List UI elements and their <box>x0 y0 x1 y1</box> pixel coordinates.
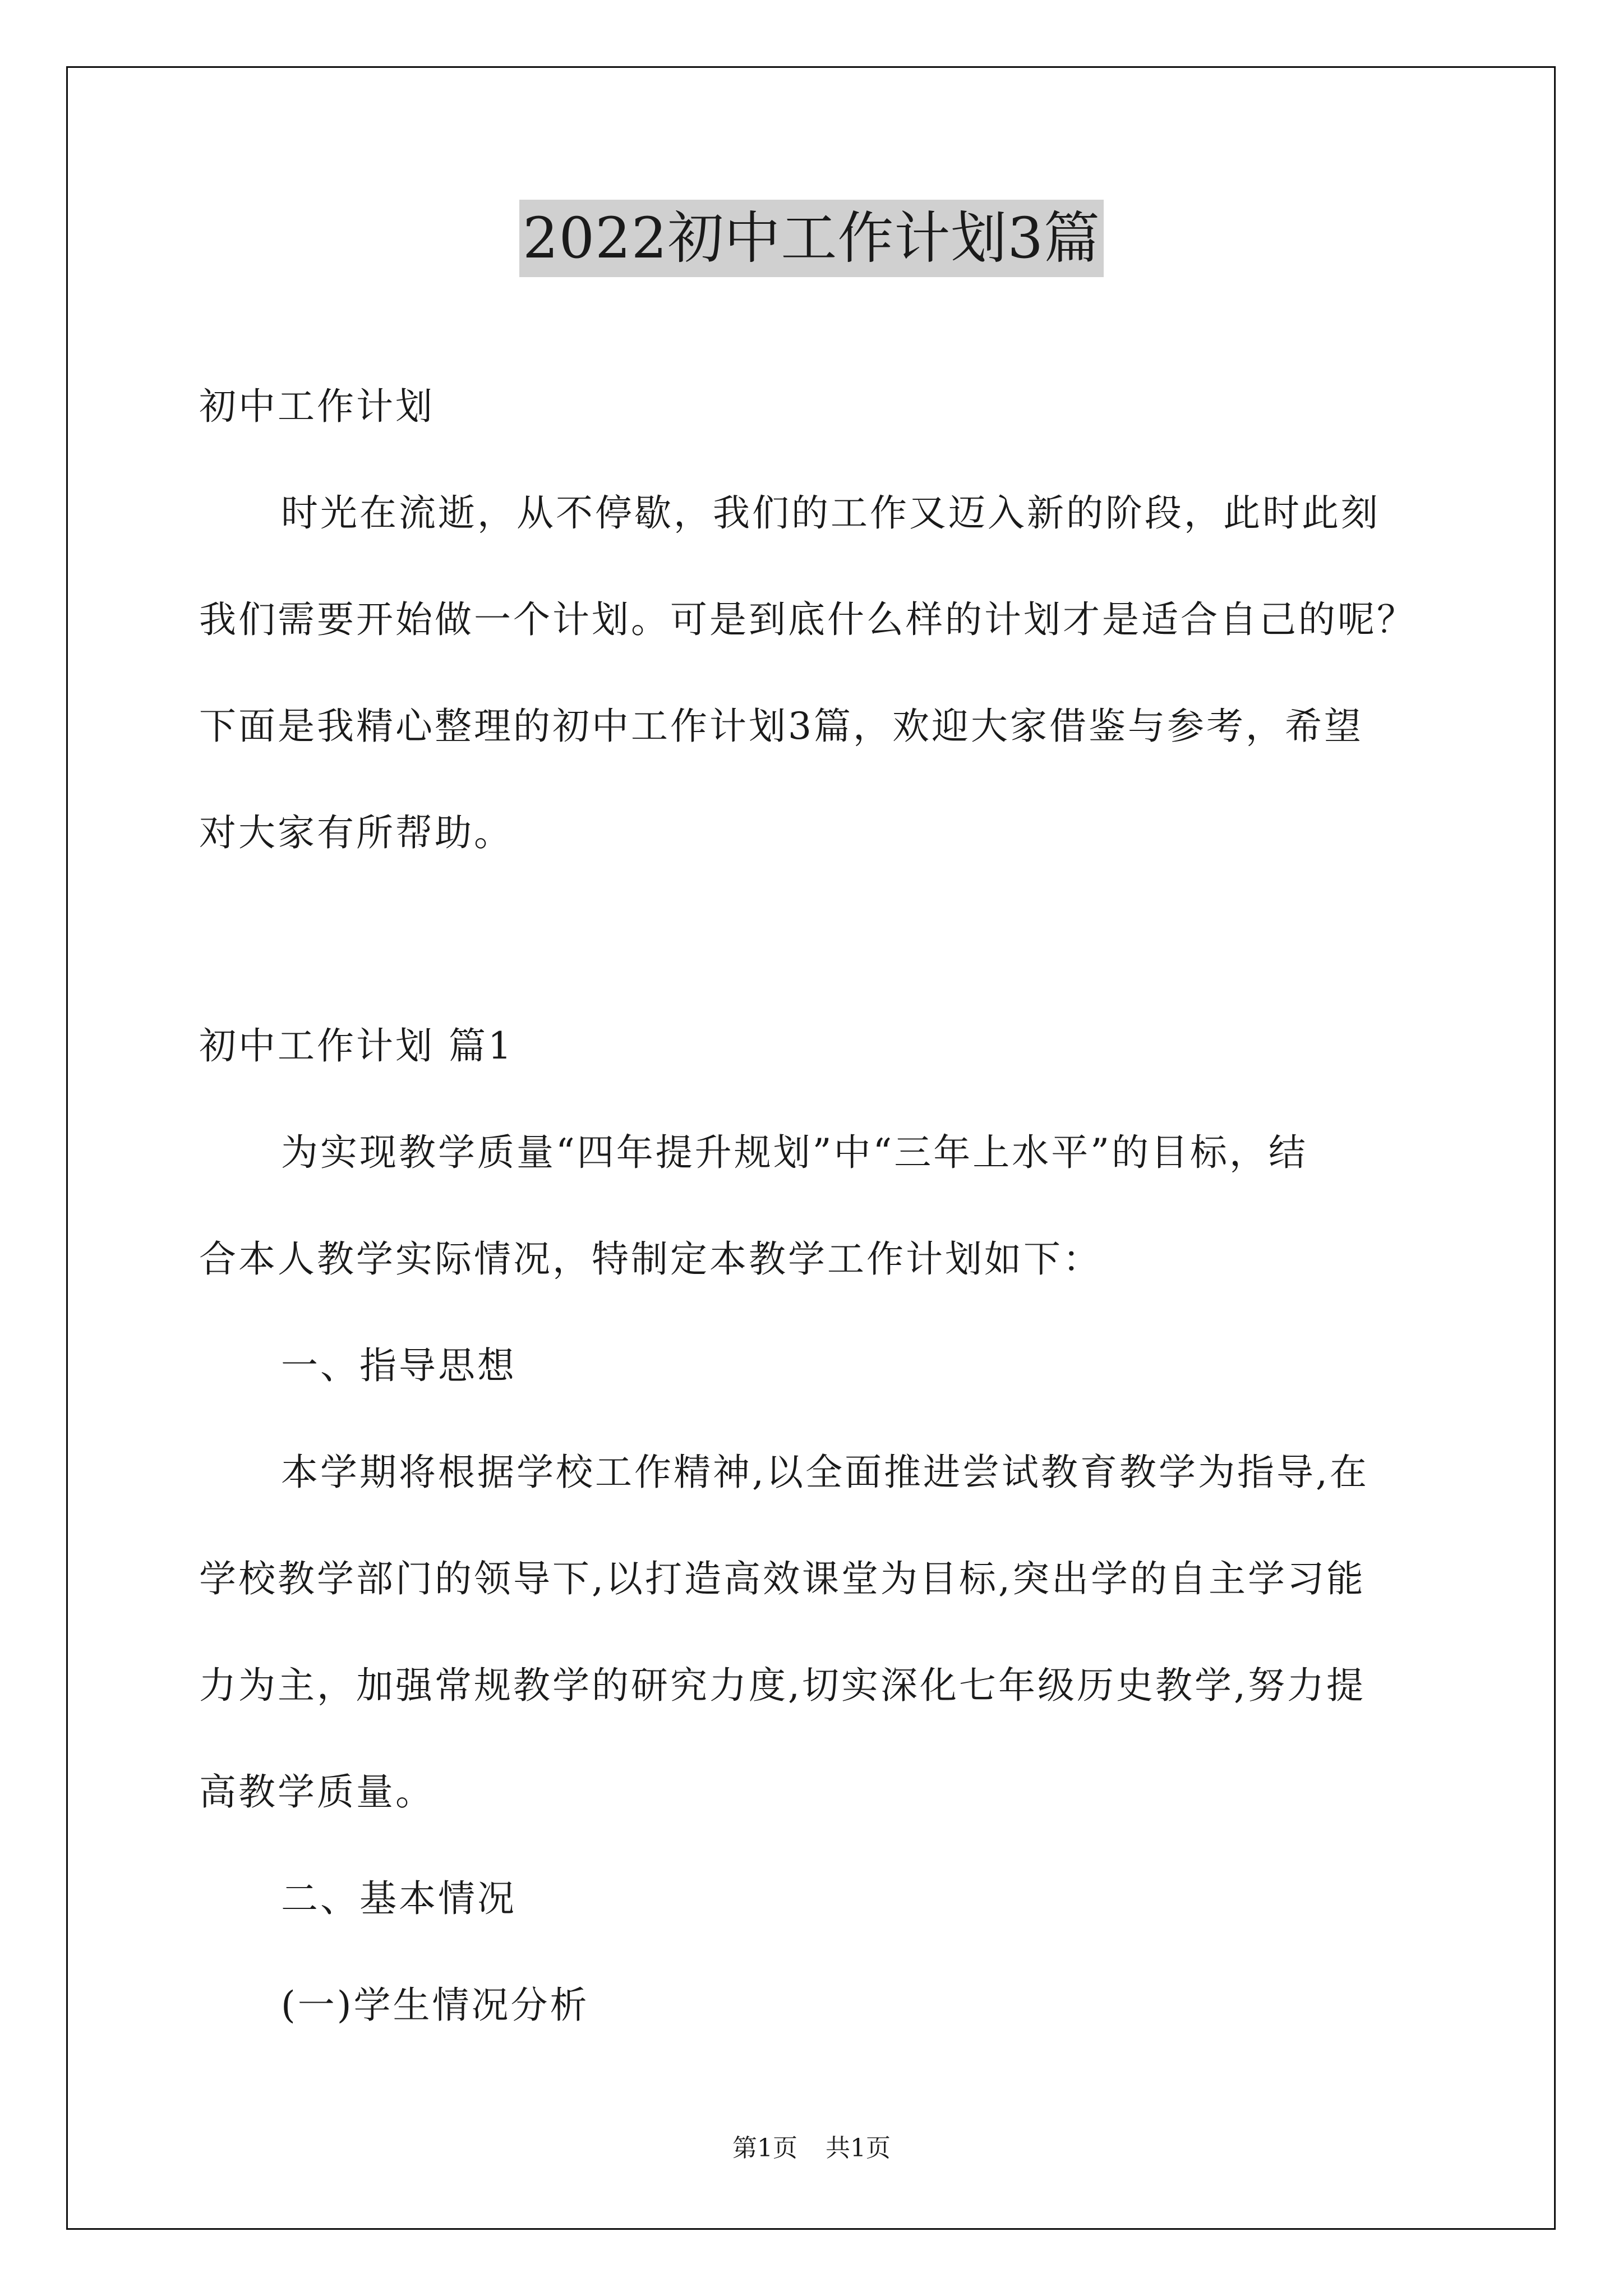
page-number: 第1页 <box>732 2134 797 2162</box>
paragraph-line: 学校教学部门的领导下,以打造高效课堂为目标,突出学的自主学习能 <box>199 1557 1366 1600</box>
subheading: (一)学生情况分析 <box>281 1984 589 2027</box>
paragraph-line: 下面是我精心整理的初中工作计划3篇，欢迎大家借鉴与参考，希望 <box>199 705 1363 748</box>
paragraph-line: 本学期将根据学校工作精神,以全面推进尝试教育教学为指导,在 <box>281 1451 1369 1494</box>
document-body <box>199 353 1433 2059</box>
section-heading: 初中工作计划 <box>199 385 435 428</box>
page-footer <box>0 2132 1623 2165</box>
document-title: 2022初中工作计划3篇 <box>519 200 1104 277</box>
subheading: 一、指导思想 <box>281 1344 517 1387</box>
paragraph-line: 力为主，加强常规教学的研究力度,切实深化七年级历史教学,努力提 <box>199 1664 1366 1707</box>
paragraph-line: 对大家有所帮助。 <box>199 811 513 854</box>
paragraph-line: 高教学质量。 <box>199 1770 435 1814</box>
paragraph-line: 为实现教学质量“四年提升规划”中“三年上水平”的目标，结 <box>281 1131 1308 1174</box>
title-container <box>0 200 1623 277</box>
paragraph-line: 时光在流逝，从不停歇，我们的工作又迈入新的阶段，此时此刻 <box>281 491 1380 535</box>
page-total: 共1页 <box>826 2134 891 2162</box>
section-heading: 初中工作计划 篇1 <box>199 1024 514 1068</box>
spacer <box>199 886 1433 993</box>
paragraph-line: 我们需要开始做一个计划。可是到底什么样的计划才是适合自己的呢？ <box>199 598 1416 641</box>
subheading: 二、基本情况 <box>281 1877 517 1920</box>
paragraph-line: 合本人教学实际情况，特制定本教学工作计划如下： <box>199 1237 1102 1281</box>
